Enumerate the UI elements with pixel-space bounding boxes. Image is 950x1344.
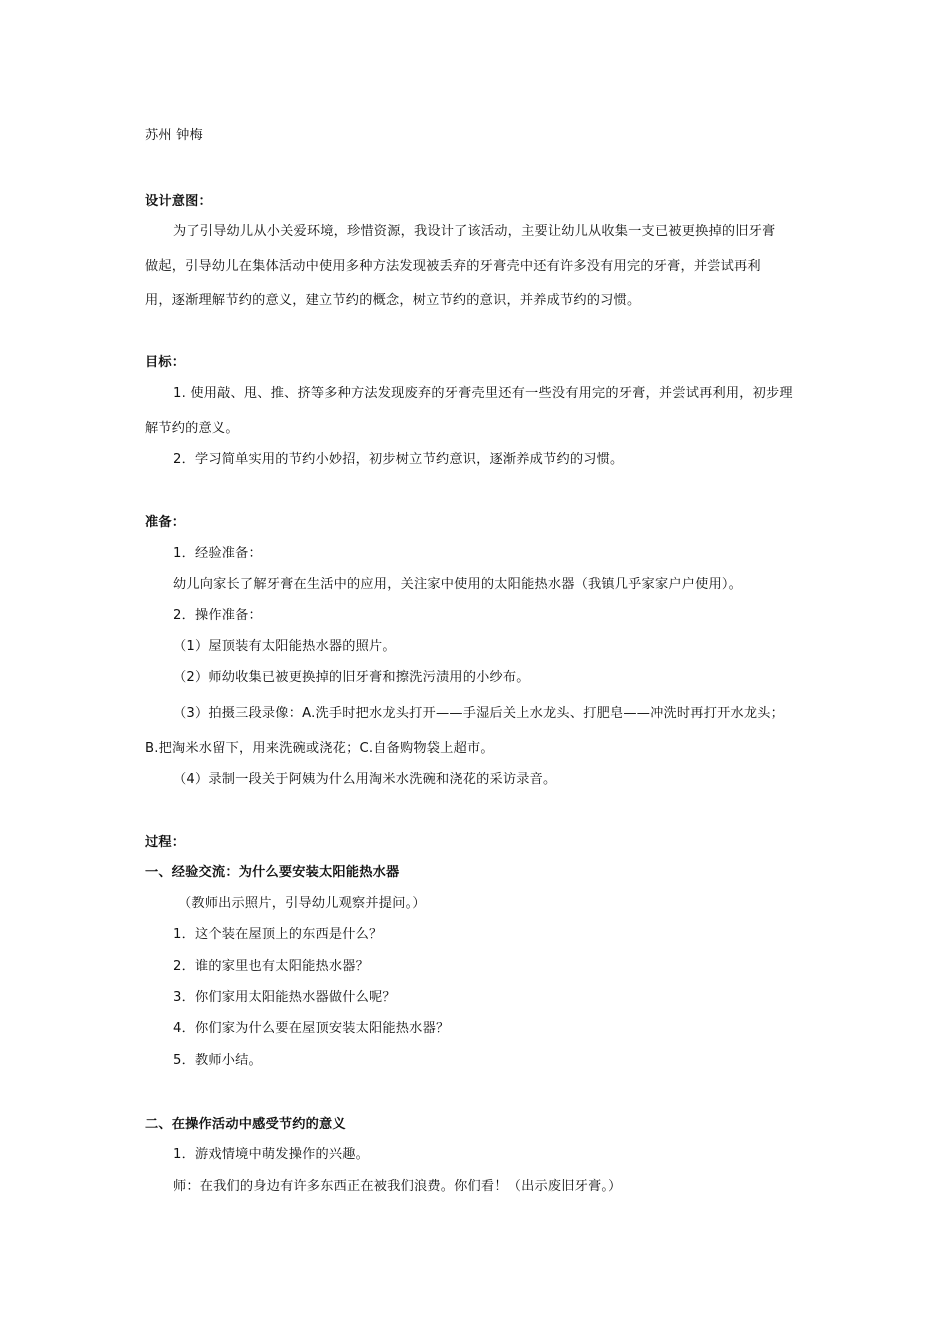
process-heading: 过程：	[145, 835, 186, 850]
process-line: 4．你们家为什么要在屋顶安装太阳能热水器？	[173, 1021, 450, 1036]
prep-item: （3）拍摄三段录像：A.洗手时把水龙头打开——手湿后关上水龙头、打肥皂——冲洗时再打开水龙头；	[173, 706, 785, 721]
paragraph-line: 做起，引导幼儿在集体活动中使用多种方法发现被丢弃的牙膏壳中还有许多没有用完的牙膏，并尝试再利	[145, 259, 761, 274]
process-line: 师：在我们的身边有许多东西正在被我们浪费。你们看！（出示废旧牙膏。）	[173, 1179, 622, 1194]
prep-item: （1）屋顶装有太阳能热水器的照片。	[173, 639, 396, 654]
prep-heading: 准备：	[145, 515, 186, 530]
paragraph-line: 为了引导幼儿从小关爱环境，珍惜资源，我设计了该活动，主要让幼儿从收集一支已被更换掉的旧牙膏	[173, 224, 776, 239]
paragraph-line: 用，逐渐理解节约的意义，建立节约的概念，树立节约的意识，并养成节约的习惯。	[145, 293, 641, 308]
goal-item-continued: 解节约的意义。	[145, 421, 239, 436]
goal-item: 1. 使用敲、甩、推、挤等多种方法发现废弃的牙膏壳里还有一些没有用完的牙膏，并尝试再利用，初步理	[173, 386, 793, 401]
goal-item: 2．学习简单实用的节约小妙招，初步树立节约意识，逐渐养成节约的习惯。	[173, 452, 624, 467]
prep-item-continued: B.把淘米水留下，用来洗碗或浇花；C.自备购物袋上超市。	[145, 741, 494, 756]
goals-heading: 目标：	[145, 355, 186, 370]
prep-item: 2．操作准备：	[173, 608, 262, 623]
process-part2-title: 二、在操作活动中感受节约的意义	[145, 1117, 346, 1132]
process-line: 5．教师小结。	[173, 1053, 262, 1068]
prep-item: 幼儿向家长了解牙膏在生活中的应用，关注家中使用的太阳能热水器（我镇几乎家家户户使用）。	[173, 577, 743, 592]
process-line: 3．你们家用太阳能热水器做什么呢？	[173, 990, 396, 1005]
process-line: 1．游戏情境中萌发操作的兴趣。	[173, 1147, 370, 1162]
author-line: 苏州 钟梅	[145, 128, 203, 143]
prep-item: 1．经验准备：	[173, 546, 262, 561]
prep-item: （4）录制一段关于阿姨为什么用淘米水洗碗和浇花的采访录音。	[173, 772, 557, 787]
prep-item: （2）师幼收集已被更换掉的旧牙膏和擦洗污渍用的小纱布。	[173, 670, 530, 685]
process-part1-title: 一、经验交流：为什么要安装太阳能热水器	[145, 865, 400, 880]
process-line: 2．谁的家里也有太阳能热水器？	[173, 959, 370, 974]
design-heading: 设计意图：	[145, 194, 212, 209]
process-line: （教师出示照片，引导幼儿观察并提问。）	[178, 896, 426, 911]
process-line: 1．这个装在屋顶上的东西是什么？	[173, 927, 383, 942]
